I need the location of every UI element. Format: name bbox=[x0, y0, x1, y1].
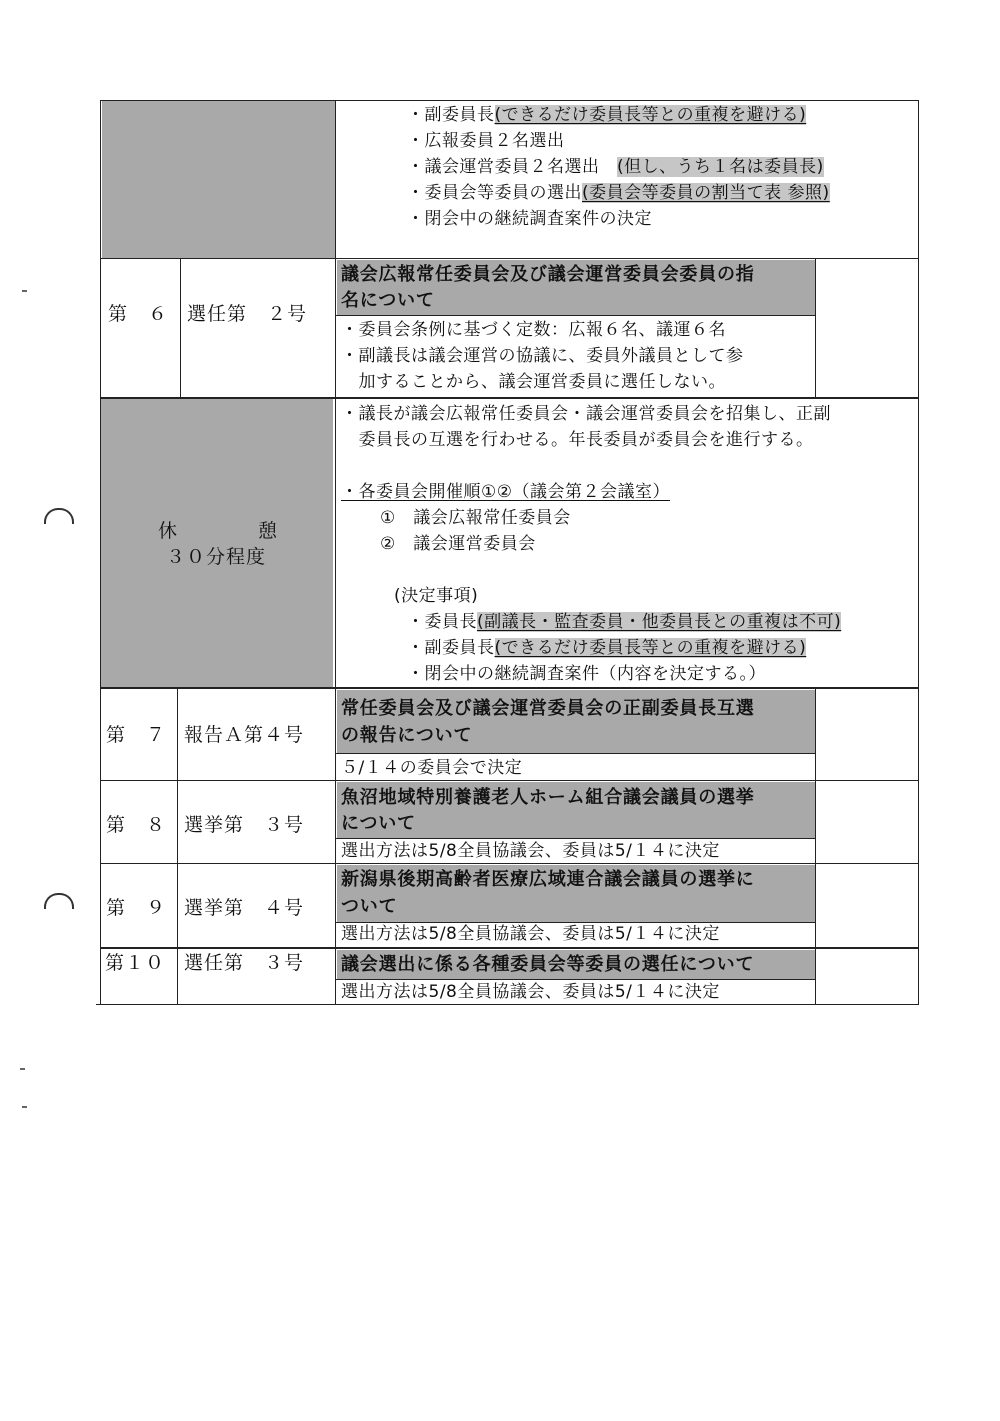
top-item-4: ・委員会等委員の選出(委員会等委員の割当て表 参照) bbox=[407, 183, 830, 203]
recess-decision-2: ・副委員長(できるだけ委員長等との重複を避ける) bbox=[407, 638, 807, 658]
recess-order-item-2: ② 議会運営委員会 bbox=[380, 534, 536, 554]
row9-title-line2: ついて bbox=[341, 896, 398, 917]
recess-line-1: ・議長が議会広報常任委員会・議会運営委員会を招集し、正副 bbox=[341, 404, 831, 424]
scan-mark-1 bbox=[22, 290, 27, 292]
remark-column-border-a bbox=[815, 258, 816, 398]
row6-note-1: ・委員会条例に基づく定数：広報６名、議運６名 bbox=[341, 320, 726, 340]
row-divider-6-recess bbox=[100, 397, 919, 399]
row7-number: 第 ７ bbox=[106, 724, 167, 746]
recess-decision-heading: (決定事項) bbox=[394, 586, 479, 606]
row6-note-3: 加することから、議会運営委員に選任しない。 bbox=[341, 372, 726, 392]
row7-title-line1: 常任委員会及び議会運営委員会の正副委員長互選 bbox=[341, 698, 755, 719]
recess-line-2: 委員長の互選を行わせる。年長委員が委員会を進行する。 bbox=[341, 430, 814, 450]
top-item-2: ・広報委員２名選出 bbox=[407, 131, 565, 151]
row-divider-recess-7 bbox=[100, 687, 919, 689]
row9-type: 選挙第 ４号 bbox=[184, 897, 305, 919]
row6-type: 選任第 ２号 bbox=[187, 303, 308, 325]
row7-note: ５/１４の委員会で決定 bbox=[341, 758, 523, 778]
type-column-border-b bbox=[177, 688, 178, 1005]
row8-type: 選挙第 ３号 bbox=[184, 814, 305, 836]
table-border-top bbox=[100, 100, 919, 101]
row-divider-8-9 bbox=[100, 863, 919, 864]
row9-title-line1: 新潟県後期高齢者医療広域連合議会議員の選挙に bbox=[341, 869, 755, 890]
row7-title-line2: の報告について bbox=[341, 725, 473, 746]
recess-decision-3: ・閉会中の継続調査案件（内容を決定する。） bbox=[407, 664, 766, 684]
row-divider-7-8 bbox=[100, 780, 919, 781]
row-divider-9-10 bbox=[100, 947, 919, 949]
row6-title-divider bbox=[335, 315, 815, 316]
row10-type: 選任第 ３号 bbox=[184, 952, 305, 974]
row-divider-top-6 bbox=[100, 258, 919, 259]
top-item-5: ・閉会中の継続調査案件の決定 bbox=[407, 209, 652, 229]
row10-note: 選出方法は5/8全員協議会、委員は5/１４に決定 bbox=[341, 982, 720, 1002]
recess-label: 休 憩 bbox=[158, 520, 279, 542]
row8-note: 選出方法は5/8全員協議会、委員は5/１４に決定 bbox=[341, 841, 720, 861]
top-item-1: ・副委員長(できるだけ委員長等との重複を避ける) bbox=[407, 105, 807, 125]
content-column-border bbox=[335, 100, 336, 1005]
row8-title-line1: 魚沼地域特別養護老人ホーム組合議会議員の選挙 bbox=[341, 787, 755, 808]
row8-title-line2: について bbox=[341, 813, 416, 834]
type-column-border-a bbox=[180, 258, 181, 398]
recess-order-heading: ・各委員会開催順①②（議会第２会議室） bbox=[341, 482, 670, 502]
table-border-bottom bbox=[96, 1004, 919, 1005]
row10-title-line1: 議会選出に係る各種委員会等委員の選任について bbox=[341, 954, 755, 975]
recess-decision-1: ・委員長(副議長・監査委員・他委員長との重複は不可) bbox=[407, 612, 842, 632]
recess-duration: ３０分程度 bbox=[166, 546, 267, 568]
row8-title-divider bbox=[335, 838, 815, 839]
recess-shade bbox=[100, 398, 333, 688]
recess-order-item-1: ① 議会広報常任委員会 bbox=[380, 508, 571, 528]
row9-number: 第 ９ bbox=[106, 897, 167, 919]
row10-title-divider bbox=[335, 979, 815, 980]
scan-mark-3 bbox=[22, 1106, 27, 1108]
row6-title-line1: 議会広報常任委員会及び議会運営委員会委員の指 bbox=[341, 264, 755, 285]
row8-number: 第 ８ bbox=[106, 814, 167, 836]
remark-column-border-b bbox=[815, 688, 816, 1005]
table-border-right bbox=[918, 100, 919, 1005]
punch-hole-upper bbox=[44, 508, 74, 524]
punch-hole-lower bbox=[44, 893, 74, 909]
row6-note-2: ・副議長は議会運営の協議に、委員外議員として参 bbox=[341, 346, 744, 366]
table-border-left bbox=[100, 100, 101, 1005]
row6-title-line2: 名について bbox=[341, 290, 435, 311]
top-item-3: ・議会運営委員２名選出 (但し、うち１名は委員長) bbox=[407, 157, 824, 177]
top-left-shade bbox=[102, 101, 335, 258]
row9-note: 選出方法は5/8全員協議会、委員は5/１４に決定 bbox=[341, 924, 720, 944]
row6-number: 第 ６ bbox=[108, 303, 169, 325]
row7-title-divider bbox=[335, 753, 815, 754]
row7-type: 報告Ａ第４号 bbox=[184, 724, 305, 746]
scan-mark-2 bbox=[20, 1068, 25, 1070]
row10-number: 第１０ bbox=[105, 952, 166, 974]
